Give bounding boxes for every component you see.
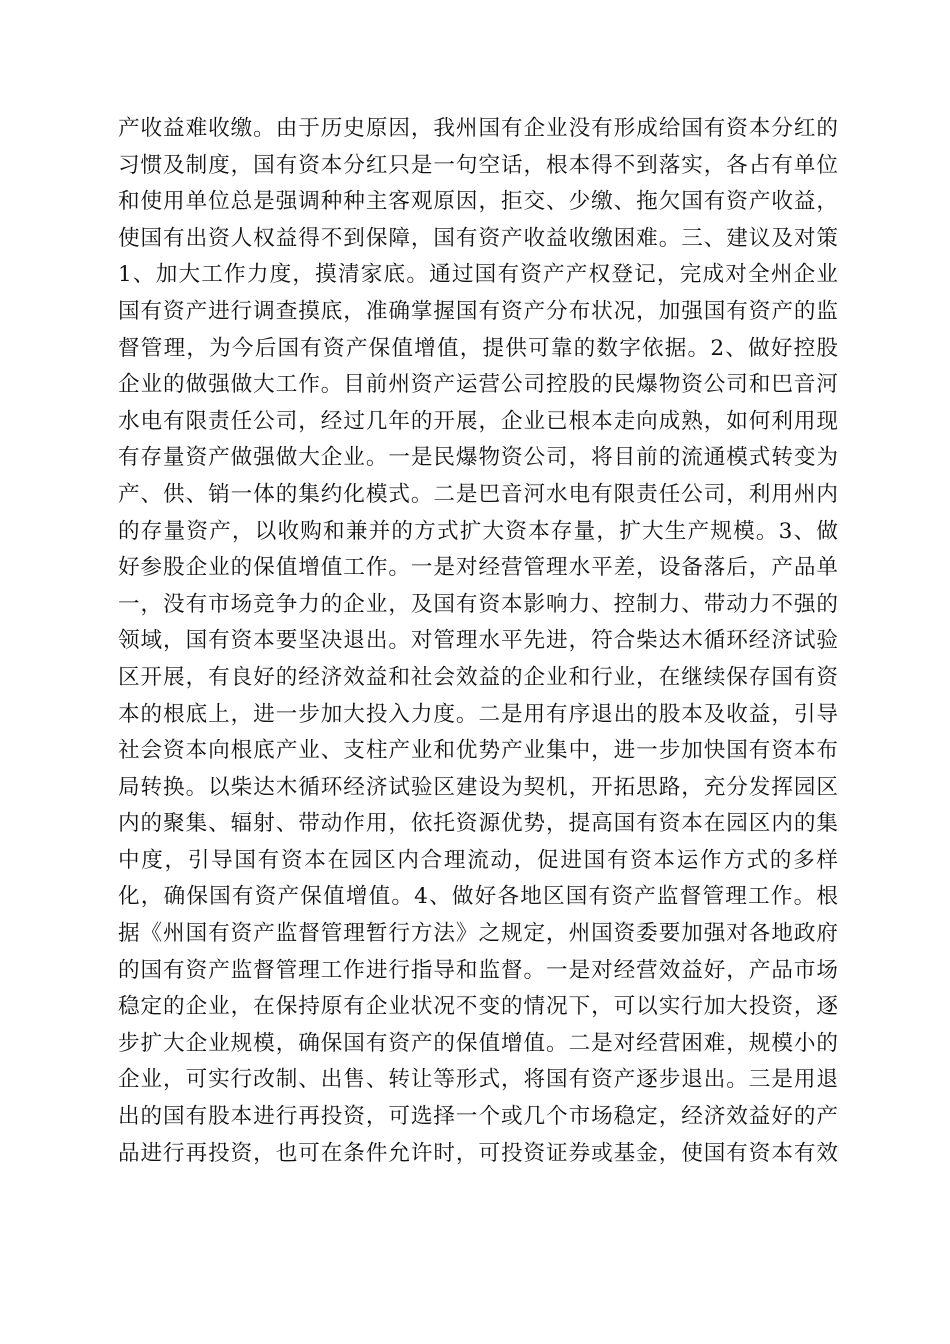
text-line: 本的根底上，进一步加大投入力度。二是用有序退出的股本及收益，引导 bbox=[118, 701, 838, 727]
text-line: 使国有出资人权益得不到保障，国有资产收益收缴困难。三、建议及对策 bbox=[118, 225, 838, 251]
text-line: 水电有限责任公司，经过几年的开展，企业已根本走向成熟，如何利用现 bbox=[118, 408, 838, 434]
text-line: 品进行再投资，也可在条件允许时，可投资证券或基金，使国有资本有效 bbox=[118, 1140, 838, 1166]
text-line: 步扩大企业规模，确保国有资产的保值增值。二是对经营困难，规模小的 bbox=[118, 1030, 838, 1056]
text-line: 社会资本向根底产业、支柱产业和优势产业集中，进一步加快国有资本布 bbox=[118, 738, 838, 764]
text-line: 据《州国有资产监督管理暂行方法》之规定，州国资委要加强对各地政府 bbox=[118, 921, 838, 947]
text-line: 内的聚集、辐射、带动作用，依托资源优势，提高国有资本在园区内的集 bbox=[118, 811, 838, 837]
text-line: 区开展，有良好的经济效益和社会效益的企业和行业，在继续保存国有资 bbox=[118, 664, 838, 690]
text-line: 领域，国有资本要坚决退出。对管理水平先进，符合柴达木循环经济试验 bbox=[118, 628, 838, 654]
text-line: 的存量资产，以收购和兼并的方式扩大资本存量，扩大生产规模。3、做 bbox=[118, 518, 838, 544]
text-line: 局转换。以柴达木循环经济试验区建设为契机，开拓思路，充分发挥园区 bbox=[118, 774, 838, 800]
body-text bbox=[118, 111, 838, 1172]
text-line: 和使用单位总是强调种种主客观原因，拒交、少缴、拖欠国有资产收益， bbox=[118, 189, 838, 215]
text-line: 产、供、销一体的集约化模式。二是巴音河水电有限责任公司，利用州内 bbox=[118, 481, 838, 507]
text-line: 中度，引导国有资本在园区内合理流动，促进国有资本运作方式的多样 bbox=[118, 847, 838, 873]
text-line: 企业，可实行改制、出售、转让等形式，将国有资产逐步退出。三是用退 bbox=[118, 1067, 838, 1093]
text-line: 化，确保国有资产保值增值。4、做好各地区国有资产监督管理工作。根 bbox=[118, 884, 838, 910]
text-line: 一，没有市场竞争力的企业，及国有资本影响力、控制力、带动力不强的 bbox=[118, 591, 838, 617]
text-line: 国有资产进行调查摸底，准确掌握国有资产分布状况，加强国有资产的监 bbox=[118, 298, 838, 324]
text-line: 出的国有股本进行再投资，可选择一个或几个市场稳定，经济效益好的产 bbox=[118, 1104, 838, 1130]
text-line: 的国有资产监督管理工作进行指导和监督。一是对经营效益好，产品市场 bbox=[118, 957, 838, 983]
text-line: 好参股企业的保值增值工作。一是对经营管理水平差，设备落后，产品单 bbox=[118, 555, 838, 581]
text-line: 企业的做强做大工作。目前州资产运营公司控股的民爆物资公司和巴音河 bbox=[118, 372, 838, 398]
text-line: 督管理，为今后国有资产保值增值，提供可靠的数字依据。2、做好控股 bbox=[118, 335, 838, 361]
text-line: 1、加大工作力度，摸清家底。通过国有资产产权登记，完成对全州企业 bbox=[118, 262, 838, 288]
text-line: 产收益难收缴。由于历史原因，我州国有企业没有形成给国有资本分红的 bbox=[118, 116, 838, 141]
text-line: 稳定的企业，在保持原有企业状况不变的情况下，可以实行加大投资，逐 bbox=[118, 994, 838, 1020]
text-line: 习惯及制度，国有资本分红只是一句空话，根本得不到落实，各占有单位 bbox=[118, 152, 838, 178]
text-line: 有存量资产做强做大企业。一是民爆物资公司，将目前的流通模式转变为 bbox=[118, 445, 838, 471]
